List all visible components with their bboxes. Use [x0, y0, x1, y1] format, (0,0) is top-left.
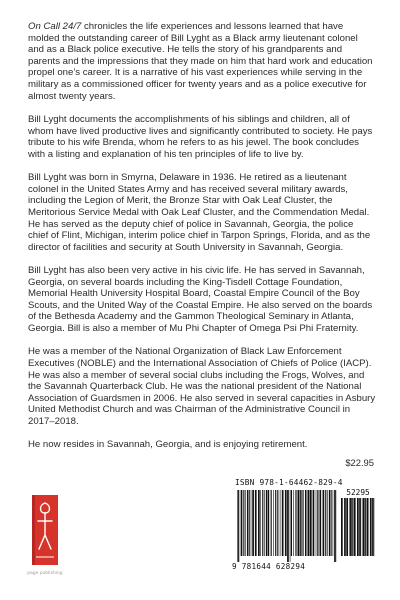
barcode-bar — [352, 498, 353, 556]
ean-barcode-bars — [237, 490, 337, 562]
barcode-bar — [331, 490, 332, 556]
blurb-paragraph-1-text: chronicles the life experiences and lessons learned that have molded the outstanding career of Bill Lyght as a Black army lieutenant colonel and as a Black police executive. He tells the story of his grandparents and parents and the impressions that they made on him that hard work and education propel one’s career. It is a narrative of his vast experiences while serving in the military as a commissioned officer for twenty years and as a police executive for almost twenty years. — [28, 21, 373, 102]
barcode-bar — [282, 490, 284, 556]
barcode-bar — [245, 490, 246, 556]
barcode-bar — [310, 490, 312, 556]
barcode-bar — [280, 490, 281, 556]
blurb-paragraph-1 — [28, 21, 376, 102]
isbn-barcode — [229, 476, 377, 576]
barcode-bar — [266, 490, 267, 556]
barcode-bar — [372, 498, 374, 556]
barcode-bar — [255, 490, 257, 556]
barcode-bar — [313, 490, 315, 556]
barcode-bar — [302, 490, 303, 556]
barcode-bar — [285, 490, 287, 556]
barcode-bar — [333, 490, 334, 556]
addon-barcode-bars — [341, 498, 375, 562]
blurb-paragraph-3: Bill Lyght was born in Smyrna, Delaware in 1936. He retired as a lieutenant colonel in the United States Army and has received several military awards, including the Legion of Merit, the Bronze Star with Oak Leaf Cluster, the Meritorious Service Medal with Oak Leaf Cluster, and the Commendation Medal. He has served as the deputy chief of police in Savannah, Georgia, the police chief of Flint, Michigan, interim police chief in Tarpon Springs, Florida, and as the director of facilities and security at South University in Savannah, Georgia. — [28, 172, 371, 253]
barcode-bar — [365, 498, 366, 556]
barcode-bar — [323, 490, 325, 556]
blurb-paragraph-6: He now resides in Savannah, Georgia, and is enjoying retirement. — [28, 439, 308, 451]
barcode-bar — [293, 490, 294, 556]
barcode-bar — [349, 498, 350, 556]
blurb-paragraph-5: He was a member of the National Organization of Black Law Enforcement Executives (NOBLE) and the International Association of Chiefs of Police (IACP). He was also a member of several social clubs including the Frogs, Wolves, and the Savannah Quarterback Club. He was the national president of the National Association of Guardsmen in 2006. He also served in several capacities in Asbury United Methodist Church and was Chairman of the Administrative Council in 2017–2018. — [28, 346, 376, 427]
barcode-bar — [290, 490, 291, 562]
barcode-bar — [357, 498, 359, 556]
barcode-bar — [247, 490, 248, 556]
barcode-bar — [241, 490, 243, 556]
barcode-bar — [251, 490, 252, 556]
barcode-bar — [287, 490, 289, 562]
blurb-paragraph-4: Bill Lyght has also been very active in his civic life. He has served in Savannah, Georgia, on several boards including the King-Tisdell Cottage Foundation, Memorial Health University Hospital Board, Coastal Empire Council of the Boy Scouts, and the United Way of the Coastal Empire. He also served on the boards of the Bethesda Academy and the Gammon Theological Seminary in Atlanta, Georgia. Bill is also a member of Mu Phi Chapter of Omega Psi Phi Fraternity. — [28, 265, 373, 335]
barcode-bar — [268, 490, 270, 556]
barcode-bar — [367, 498, 369, 556]
barcode-bar — [271, 490, 272, 556]
barcode-bar — [370, 498, 372, 556]
barcode-bar — [307, 490, 308, 556]
back-cover-blurb — [28, 21, 376, 463]
barcode-bar — [300, 490, 301, 556]
ean-digits: 9 781644 628294 — [232, 562, 306, 571]
barcode-bar — [346, 498, 348, 556]
barcode-bar — [262, 490, 263, 556]
barcode-bar — [277, 490, 278, 556]
barcode-bar — [325, 490, 326, 556]
publisher-name: page publishing — [27, 570, 63, 575]
barcode-bar — [298, 490, 300, 556]
barcode-bar — [319, 490, 320, 556]
barcode-bar — [363, 498, 365, 556]
barcode-bar — [275, 490, 276, 556]
barcode-bar — [305, 490, 306, 556]
price-label: $22.95 — [345, 457, 374, 468]
barcode-bar — [354, 498, 356, 556]
barcode-bar — [237, 490, 238, 562]
barcode-bar — [316, 490, 317, 556]
barcode-bar — [260, 490, 261, 556]
blurb-paragraph-2: Bill Lyght documents the accomplishments of his siblings and children, all of whom have lived productive lives and significantly contributed to society. He pays tribute to his wife Brenda, whom he refers to as his jewel. The book concludes with a listing and explanation of his ten principles of life to live by. — [28, 113, 373, 160]
isbn-label: ISBN 978-1-64462-829-4 — [235, 478, 343, 487]
barcode-bar — [273, 490, 274, 556]
barcode-bar — [320, 490, 321, 556]
barcode-bar — [317, 490, 318, 556]
barcode-bar — [341, 498, 343, 556]
barcode-bar — [308, 490, 310, 556]
barcode-bar — [243, 490, 244, 556]
book-title: On Call 24/7 — [28, 21, 82, 32]
barcode-bar — [301, 490, 302, 556]
barcode-bar — [344, 498, 346, 556]
barcode-bar — [264, 490, 265, 556]
barcode-bar — [291, 490, 292, 556]
barcode-bar — [329, 490, 330, 556]
barcode-bar — [362, 498, 363, 556]
barcode-bar — [359, 498, 361, 556]
barcode-bar — [295, 490, 296, 556]
page-publishing-logo-icon — [26, 491, 64, 575]
barcode-bar — [258, 490, 260, 556]
addon-digits: 52295 — [346, 488, 370, 497]
barcode-bar — [350, 498, 352, 556]
barcode-bar — [249, 490, 250, 556]
barcode-bar — [238, 490, 239, 562]
barcode-bar — [327, 490, 328, 556]
barcode-bar — [252, 490, 254, 556]
barcode-bar — [334, 490, 336, 562]
